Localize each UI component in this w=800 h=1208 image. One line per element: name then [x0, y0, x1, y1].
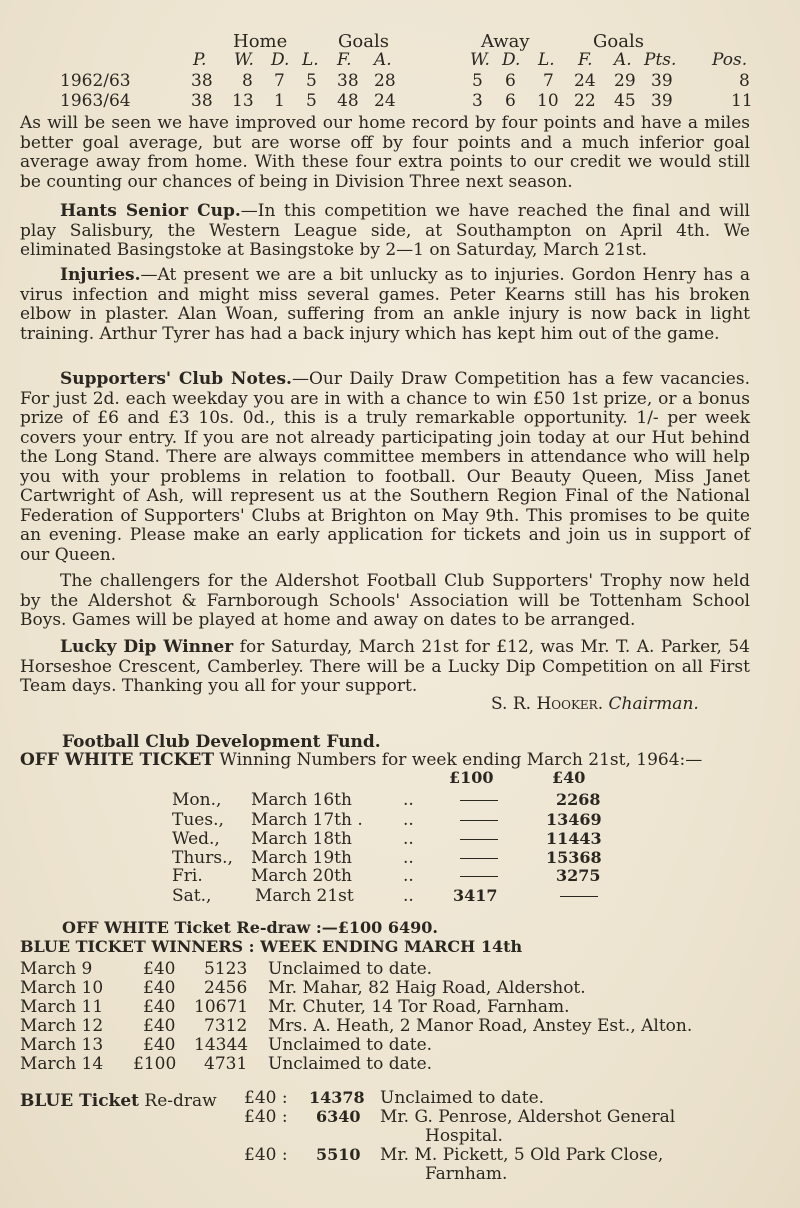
injuries-heading: Injuries.	[60, 265, 141, 285]
redraw-winner-cont: Hospital.	[425, 1126, 503, 1146]
table-cell: 29	[614, 71, 636, 91]
fund-date: March 18th	[251, 829, 352, 849]
fund-date: March 17th .	[251, 810, 363, 830]
away-header: Away	[481, 31, 530, 52]
table-cell: 45	[614, 91, 636, 111]
col-header: W.	[470, 50, 490, 70]
fund-date: March 19th	[251, 848, 352, 868]
paragraph-injuries: Injuries.—At present we are a bit unlucky as to injuries. Gordon Henry has a virus infection and might miss several games. Peter Kearns still has his broken elbow in plaster. Alan Woan, suffering from an ankle injury is now back in light training. Arthur Tyrer has had a back injury which has kept him out of the game.	[20, 265, 750, 344]
winning-number: 13469	[546, 810, 602, 829]
signature: S. R. Hooker. Chairman.	[491, 694, 699, 714]
table-cell: 24	[374, 91, 396, 111]
home-header: Home	[233, 31, 288, 52]
blue-date: March 13	[20, 1035, 104, 1055]
blue-number: 4731	[204, 1054, 248, 1074]
col-header: A.	[614, 50, 632, 70]
lucky-dip-heading: Lucky Dip Winner	[60, 637, 234, 657]
redraw-winner-cont: Farnham.	[425, 1164, 508, 1184]
paragraph-lucky-dip: Lucky Dip Winner for Saturday, March 21st for £12, was Mr. T. A. Parker, 54 Horseshoe Crescent, Camberley. There will be a Lucky Dip Competition on all First Team days. Thanking you all for your support.	[20, 637, 750, 696]
season-label: 1962/63	[60, 71, 131, 91]
redraw-prize: £40 :	[244, 1107, 288, 1127]
home-goals-header: Goals	[338, 31, 389, 52]
blue-prize: £40	[143, 1016, 176, 1036]
paragraph-supporters-club: Supporters' Club Notes.—Our Daily Draw Competition has a few vacancies. For just 2d. each weekday you are in with a chance to win £50 1st prize, or a bonus prize of £6 and £3 10s. 0d., this is a truly remarkable opportunity. 1/- per week covers your entry. If you are not already participating join today at our Hut behind the Long Stand. There are always committee members in attendance who will help you with your problems in relation to football. Our Beauty Queen, Miss Janet Cartwright of Ash, will represent us at the Southern Region Final of the National Federation of Supporters' Clubs at Brighton on May 9th. This promises to be quite an evening. Please make an early application for tickets and join us in support of our Queen.	[20, 369, 750, 565]
table-row: Thurs.,	[172, 848, 233, 868]
redraw-number: 5510	[316, 1145, 361, 1164]
table-cell: 7	[543, 71, 554, 91]
hants-cup-heading: Hants Senior Cup.	[60, 201, 241, 221]
season-label: 1963/64	[60, 91, 131, 111]
redraw-prize: £40 :	[244, 1088, 288, 1108]
blue-winner: Unclaimed to date.	[268, 1054, 433, 1074]
table-cell: 5	[306, 71, 317, 91]
table-cell: 38	[191, 91, 213, 111]
blue-date: March 11	[20, 997, 104, 1017]
no-winner-dash	[460, 829, 498, 848]
blue-date: March 14	[20, 1054, 104, 1074]
col-40-header: £40	[552, 768, 586, 787]
blue-prize: £40	[143, 959, 176, 979]
col-header: F.	[337, 50, 352, 70]
col-header: Pos.	[712, 50, 748, 70]
fund-date: March 21st	[255, 886, 354, 906]
table-row: Mon.,	[172, 790, 222, 810]
paragraph-hants-cup: Hants Senior Cup.—In this competition we have reached the final and will play Salisbury, the Western League side, at Southampton on April 4th. We eliminated Basingstoke at Basingstoke by 2—1 on Saturday, March 21st.	[20, 201, 750, 260]
redraw-winner: Mr. G. Penrose, Aldershot General	[380, 1107, 676, 1127]
blue-winner: Mr. Chuter, 14 Tor Road, Farnham.	[268, 997, 570, 1017]
table-row: Wed.,	[172, 829, 220, 849]
winning-number: 2268	[556, 790, 601, 809]
table-cell: 5	[306, 91, 317, 111]
table-cell: 39	[651, 71, 673, 91]
paragraph-goal-record: As will be seen we have improved our home record by four points and have a miles better goal average, but are worse off by four points and a much inferior goal average away from home. With these four extra points to our credit we would still be counting our chances of being in Division Three next season.	[20, 113, 750, 192]
blue-prize: £40	[143, 978, 176, 998]
table-cell: 6	[505, 71, 516, 91]
blue-number: 5123	[204, 959, 248, 979]
table-cell: 28	[374, 71, 396, 91]
col-header: P.	[193, 50, 207, 70]
no-winner-dash	[460, 810, 498, 829]
off-white-heading: OFF WHITE TICKET Winning Numbers for week ending March 21st, 1964:—	[20, 750, 703, 770]
table-cell: 38	[191, 71, 213, 91]
leader-dots: ..	[403, 810, 414, 830]
blue-prize: £100	[133, 1054, 177, 1074]
table-cell: 11	[731, 91, 753, 111]
redraw-number: 6340	[316, 1107, 361, 1126]
leader-dots: ..	[403, 848, 414, 868]
fund-title: Football Club Development Fund.	[62, 732, 381, 752]
table-cell: 5	[472, 71, 483, 91]
redraw-prize: £40 :	[244, 1145, 288, 1165]
leader-dots: ..	[403, 866, 414, 886]
table-cell: 24	[574, 71, 596, 91]
table-cell: 7	[274, 71, 285, 91]
table-cell: 3	[472, 91, 483, 111]
away-goals-header: Goals	[593, 31, 644, 52]
blue-date: March 10	[20, 978, 104, 998]
col-header: L.	[302, 50, 319, 70]
table-cell: 22	[574, 91, 596, 111]
table-cell: 1	[274, 91, 285, 111]
blue-winner: Mr. Mahar, 82 Haig Road, Aldershot.	[268, 978, 586, 998]
blue-number: 7312	[204, 1016, 248, 1036]
col-header: Pts.	[644, 50, 677, 70]
winning-number: 15368	[546, 848, 602, 867]
table-cell: 39	[651, 91, 673, 111]
paragraph-trophy-challengers: The challengers for the Aldershot Football Club Supporters' Trophy now held by the Aldershot & Farnborough Schools' Association will be Tottenham School Boys. Games will be played at home and away on dates to be arranged.	[20, 571, 750, 630]
table-cell: 8	[242, 71, 253, 91]
blue-ticket-title: BLUE TICKET WINNERS : WEEK ENDING MARCH 14th	[20, 937, 523, 956]
no-winner-dash	[560, 886, 598, 905]
blue-number: 10671	[194, 997, 249, 1017]
blue-number: 14344	[194, 1035, 249, 1055]
blue-winner: Mrs. A. Heath, 2 Manor Road, Anstey Est., Alton.	[268, 1016, 693, 1036]
col-header: F.	[578, 50, 593, 70]
winning-number: 3275	[556, 866, 601, 885]
table-row: Fri.	[172, 866, 203, 886]
table-cell: 38	[337, 71, 359, 91]
winning-number: 11443	[546, 829, 602, 848]
leader-dots: ..	[403, 886, 414, 906]
fund-date: March 16th	[251, 790, 352, 810]
table-cell: 13	[232, 91, 254, 111]
blue-winner: Unclaimed to date.	[268, 1035, 433, 1055]
fund-date: March 20th	[251, 866, 352, 886]
blue-prize: £40	[143, 997, 176, 1017]
blue-winner: Unclaimed to date.	[268, 959, 433, 979]
table-cell: 6	[505, 91, 516, 111]
col-header: D.	[502, 50, 521, 70]
no-winner-dash	[460, 790, 498, 809]
table-cell: 48	[337, 91, 359, 111]
winning-number: 3417	[453, 886, 498, 905]
table-row: Sat.,	[172, 886, 212, 906]
supporters-club-heading: Supporters' Club Notes.	[60, 369, 292, 389]
col-header: L.	[538, 50, 555, 70]
leader-dots: ..	[403, 790, 414, 810]
col-header: A.	[374, 50, 392, 70]
blue-prize: £40	[143, 1035, 176, 1055]
blue-redraw-label: BLUE Ticket Re-draw	[20, 1091, 217, 1111]
col-100-header: £100	[449, 768, 494, 787]
leader-dots: ..	[403, 829, 414, 849]
col-header: W.	[234, 50, 254, 70]
table-row: Tues.,	[172, 810, 224, 830]
redraw-number: 14378	[309, 1088, 365, 1107]
col-header: D.	[271, 50, 290, 70]
blue-date: March 9	[20, 959, 93, 979]
no-winner-dash	[460, 866, 498, 885]
blue-date: March 12	[20, 1016, 104, 1036]
blue-number: 2456	[204, 978, 248, 998]
table-cell: 8	[739, 71, 750, 91]
no-winner-dash	[460, 848, 498, 867]
off-white-redraw: OFF WHITE Ticket Re-draw :—£100 6490.	[62, 918, 438, 937]
table-cell: 10	[537, 91, 559, 111]
redraw-winner: Unclaimed to date.	[380, 1088, 545, 1108]
redraw-winner: Mr. M. Pickett, 5 Old Park Close,	[380, 1145, 664, 1165]
